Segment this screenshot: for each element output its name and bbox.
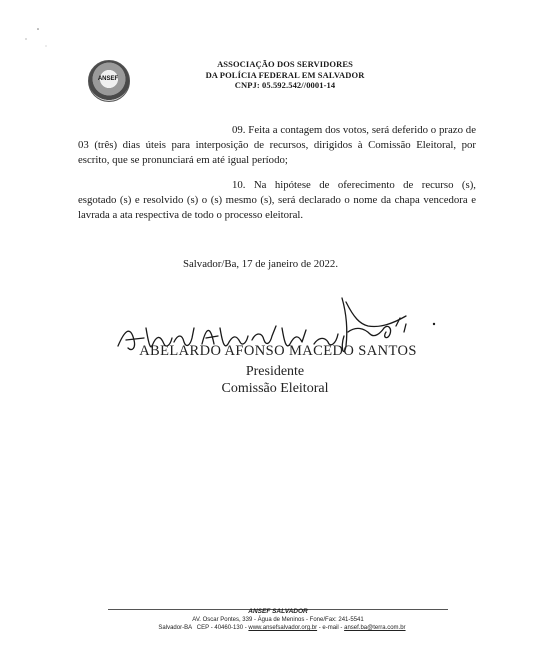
paragraph-09 (78, 123, 476, 169)
footer-email-label: - e-mail - (318, 625, 343, 631)
date-line: Salvador/Ba, 17 de janeiro de 2022. (183, 258, 339, 270)
letterhead (145, 59, 425, 91)
footer-contact (92, 625, 472, 631)
letterhead-line-2: DA POLÍCIA FEDERAL EM SALVADOR (205, 69, 365, 80)
footer-address: AV. Oscar Pontes, 339 - Água de Meninos - Fone/Fax: 241-5541 (192, 617, 364, 623)
letterhead-cnpj: CNPJ: 05.592.542//0001-14 (234, 80, 336, 90)
signatory-organ: Comissão Eleitoral (221, 381, 329, 396)
footer-cep: CEP - 40460-130 - (196, 625, 247, 631)
paragraph-10-text: 10. Na hipótese de oferecimento de recurso (s), esgotado (s) e resolvido (s) o (s) mesmo (s), será declarado o nome da chapa vencedora e lavrada a ata respectiva de todo o processo eleitoral. (78, 179, 476, 222)
footer-website-link[interactable]: www.ansefsalvador.org.br (248, 625, 318, 631)
paragraph-09-text: 09. Feita a contagem dos votos, será deferido o prazo de 03 (três) dias úteis para interposição de recursos, dirigidos à Comissão Eleitoral, por escrito, que se pronunciará em até igual período; (78, 124, 476, 167)
signatory-name: ABELARDO AFONSO MACEDO SANTOS (139, 343, 417, 359)
signatory-role: Presidente (245, 364, 305, 379)
footer-email-link[interactable]: ansef.ba@terra.com.br (344, 625, 406, 631)
footer-title: ANSEF SALVADOR (248, 608, 308, 615)
paragraph-10 (78, 178, 476, 224)
footer-city: Salvador-BA (158, 625, 192, 631)
letterhead-line-1: ASSOCIAÇÃO DOS SERVIDORES (217, 59, 353, 69)
logo-text: ANSEF (97, 76, 119, 82)
